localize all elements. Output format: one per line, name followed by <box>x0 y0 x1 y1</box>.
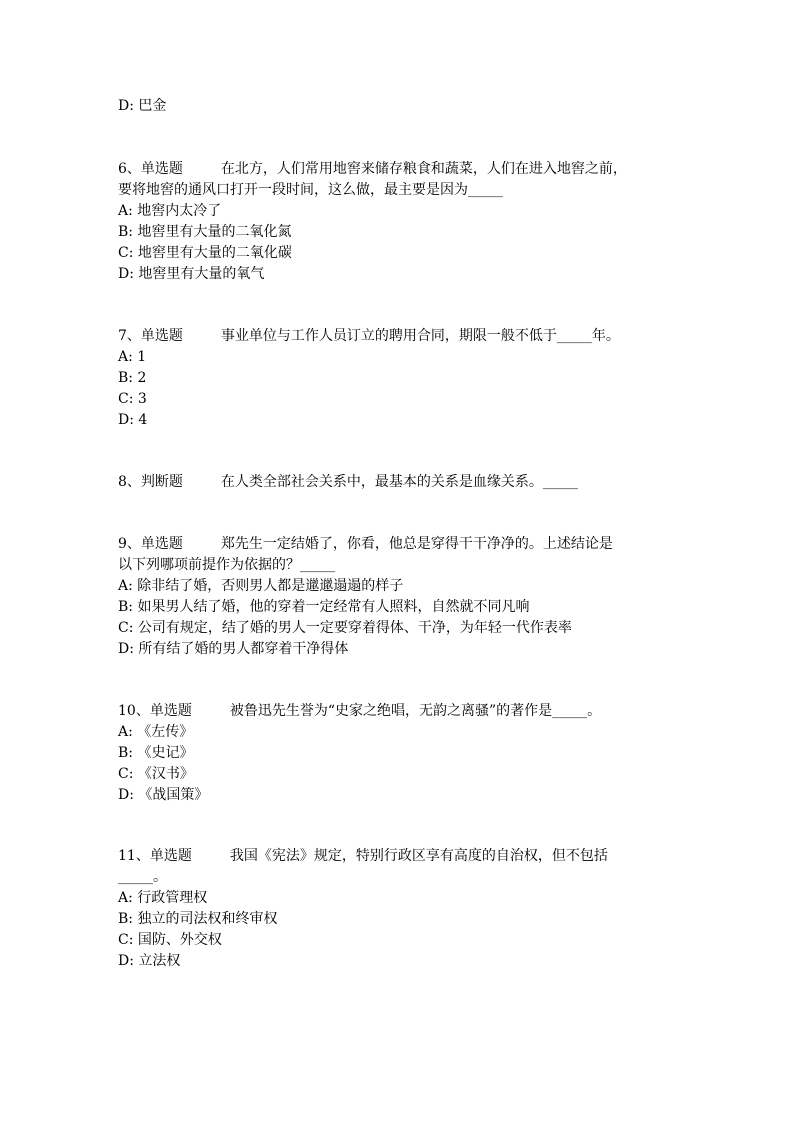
option-c: C: 《汉书》 <box>118 766 194 782</box>
question-number: 10、 <box>118 703 150 719</box>
question-stem-line: 郑先生一定结婚了，你看，他总是穿得干干净净的。上述结论是 <box>220 536 613 552</box>
option-d: D: 立法权 <box>118 953 181 969</box>
question-stem-line: _____。 <box>118 869 167 885</box>
question-stem-line: 在人类全部社会关系中，最基本的关系是血缘关系。_____ <box>220 474 578 490</box>
option-c: C: 地窖里有大量的二氧化碳 <box>118 245 292 261</box>
question-stem-line: 以下列哪项前提作为依据的？_____ <box>118 557 335 573</box>
option-d: D: 地窖里有大量的氧气 <box>118 266 265 282</box>
option-a: A: 地窖内太冷了 <box>118 203 222 219</box>
option-b: B: 独立的司法权和终审权 <box>118 911 278 927</box>
option-d: D: 所有结了婚的男人都穿着干净得体 <box>118 641 349 657</box>
question-10-header <box>118 701 601 722</box>
option-a: A: 除非结了婚，否则男人都是邋邋遢遢的样子 <box>118 578 404 594</box>
question-type: 单选题 <box>149 703 192 719</box>
option-d: D: 4 <box>118 412 148 428</box>
question-9-header <box>118 534 613 555</box>
question-number: 7、 <box>118 328 141 344</box>
option-b: B: 如果男人结了婚，他的穿着一定经常有人照料，自然就不同凡响 <box>118 599 530 615</box>
question-number: 9、 <box>118 536 141 552</box>
option-a: A: 《左传》 <box>118 724 194 740</box>
question-type: 单选题 <box>140 328 183 344</box>
question-stem-line: 事业单位与工作人员订立的聘用合同，期限一般不低于_____年。 <box>220 328 620 344</box>
question-8-header <box>118 472 578 493</box>
question-type: 单选题 <box>140 161 183 177</box>
option-d: D: 《战国策》 <box>118 787 209 803</box>
option-b: B: 2 <box>118 370 147 386</box>
option-b: B: 《史记》 <box>118 745 194 761</box>
option-a: A: 行政管理权 <box>118 890 208 906</box>
question-number: 11、 <box>118 848 150 864</box>
option-c: C: 3 <box>118 391 147 407</box>
question-type: 单选题 <box>140 536 183 552</box>
question-type: 判断题 <box>140 474 183 490</box>
question-type: 单选题 <box>149 848 192 864</box>
question-7-header <box>118 326 620 347</box>
question-stem-line: 我国《宪法》规定，特别行政区享有高度的自治权，但不包括 <box>229 848 608 864</box>
question-number: 6、 <box>118 161 141 177</box>
question-6-header <box>118 159 627 180</box>
question-stem-line: 要将地窖的通风口打开一段时间，这么做，最主要是因为_____ <box>118 182 503 198</box>
question-stem-line: 被鲁迅先生誉为“史家之绝唱，无韵之离骚”的著作是_____。 <box>229 703 602 719</box>
option-c: C: 公司有规定，结了婚的男人一定要穿着得体、干净，为年轻一代作表率 <box>118 620 572 636</box>
option-a: A: 1 <box>118 349 147 365</box>
question-stem-line: 在北方，人们常用地窖来储存粮食和蔬菜，人们在进入地窖之前， <box>220 161 627 177</box>
option-d: D: 巴金 <box>118 98 167 114</box>
option-c: C: 国防、外交权 <box>118 932 222 948</box>
question-number: 8、 <box>118 474 141 490</box>
question-11-header <box>118 846 608 867</box>
option-b: B: 地窖里有大量的二氧化氮 <box>118 224 292 240</box>
